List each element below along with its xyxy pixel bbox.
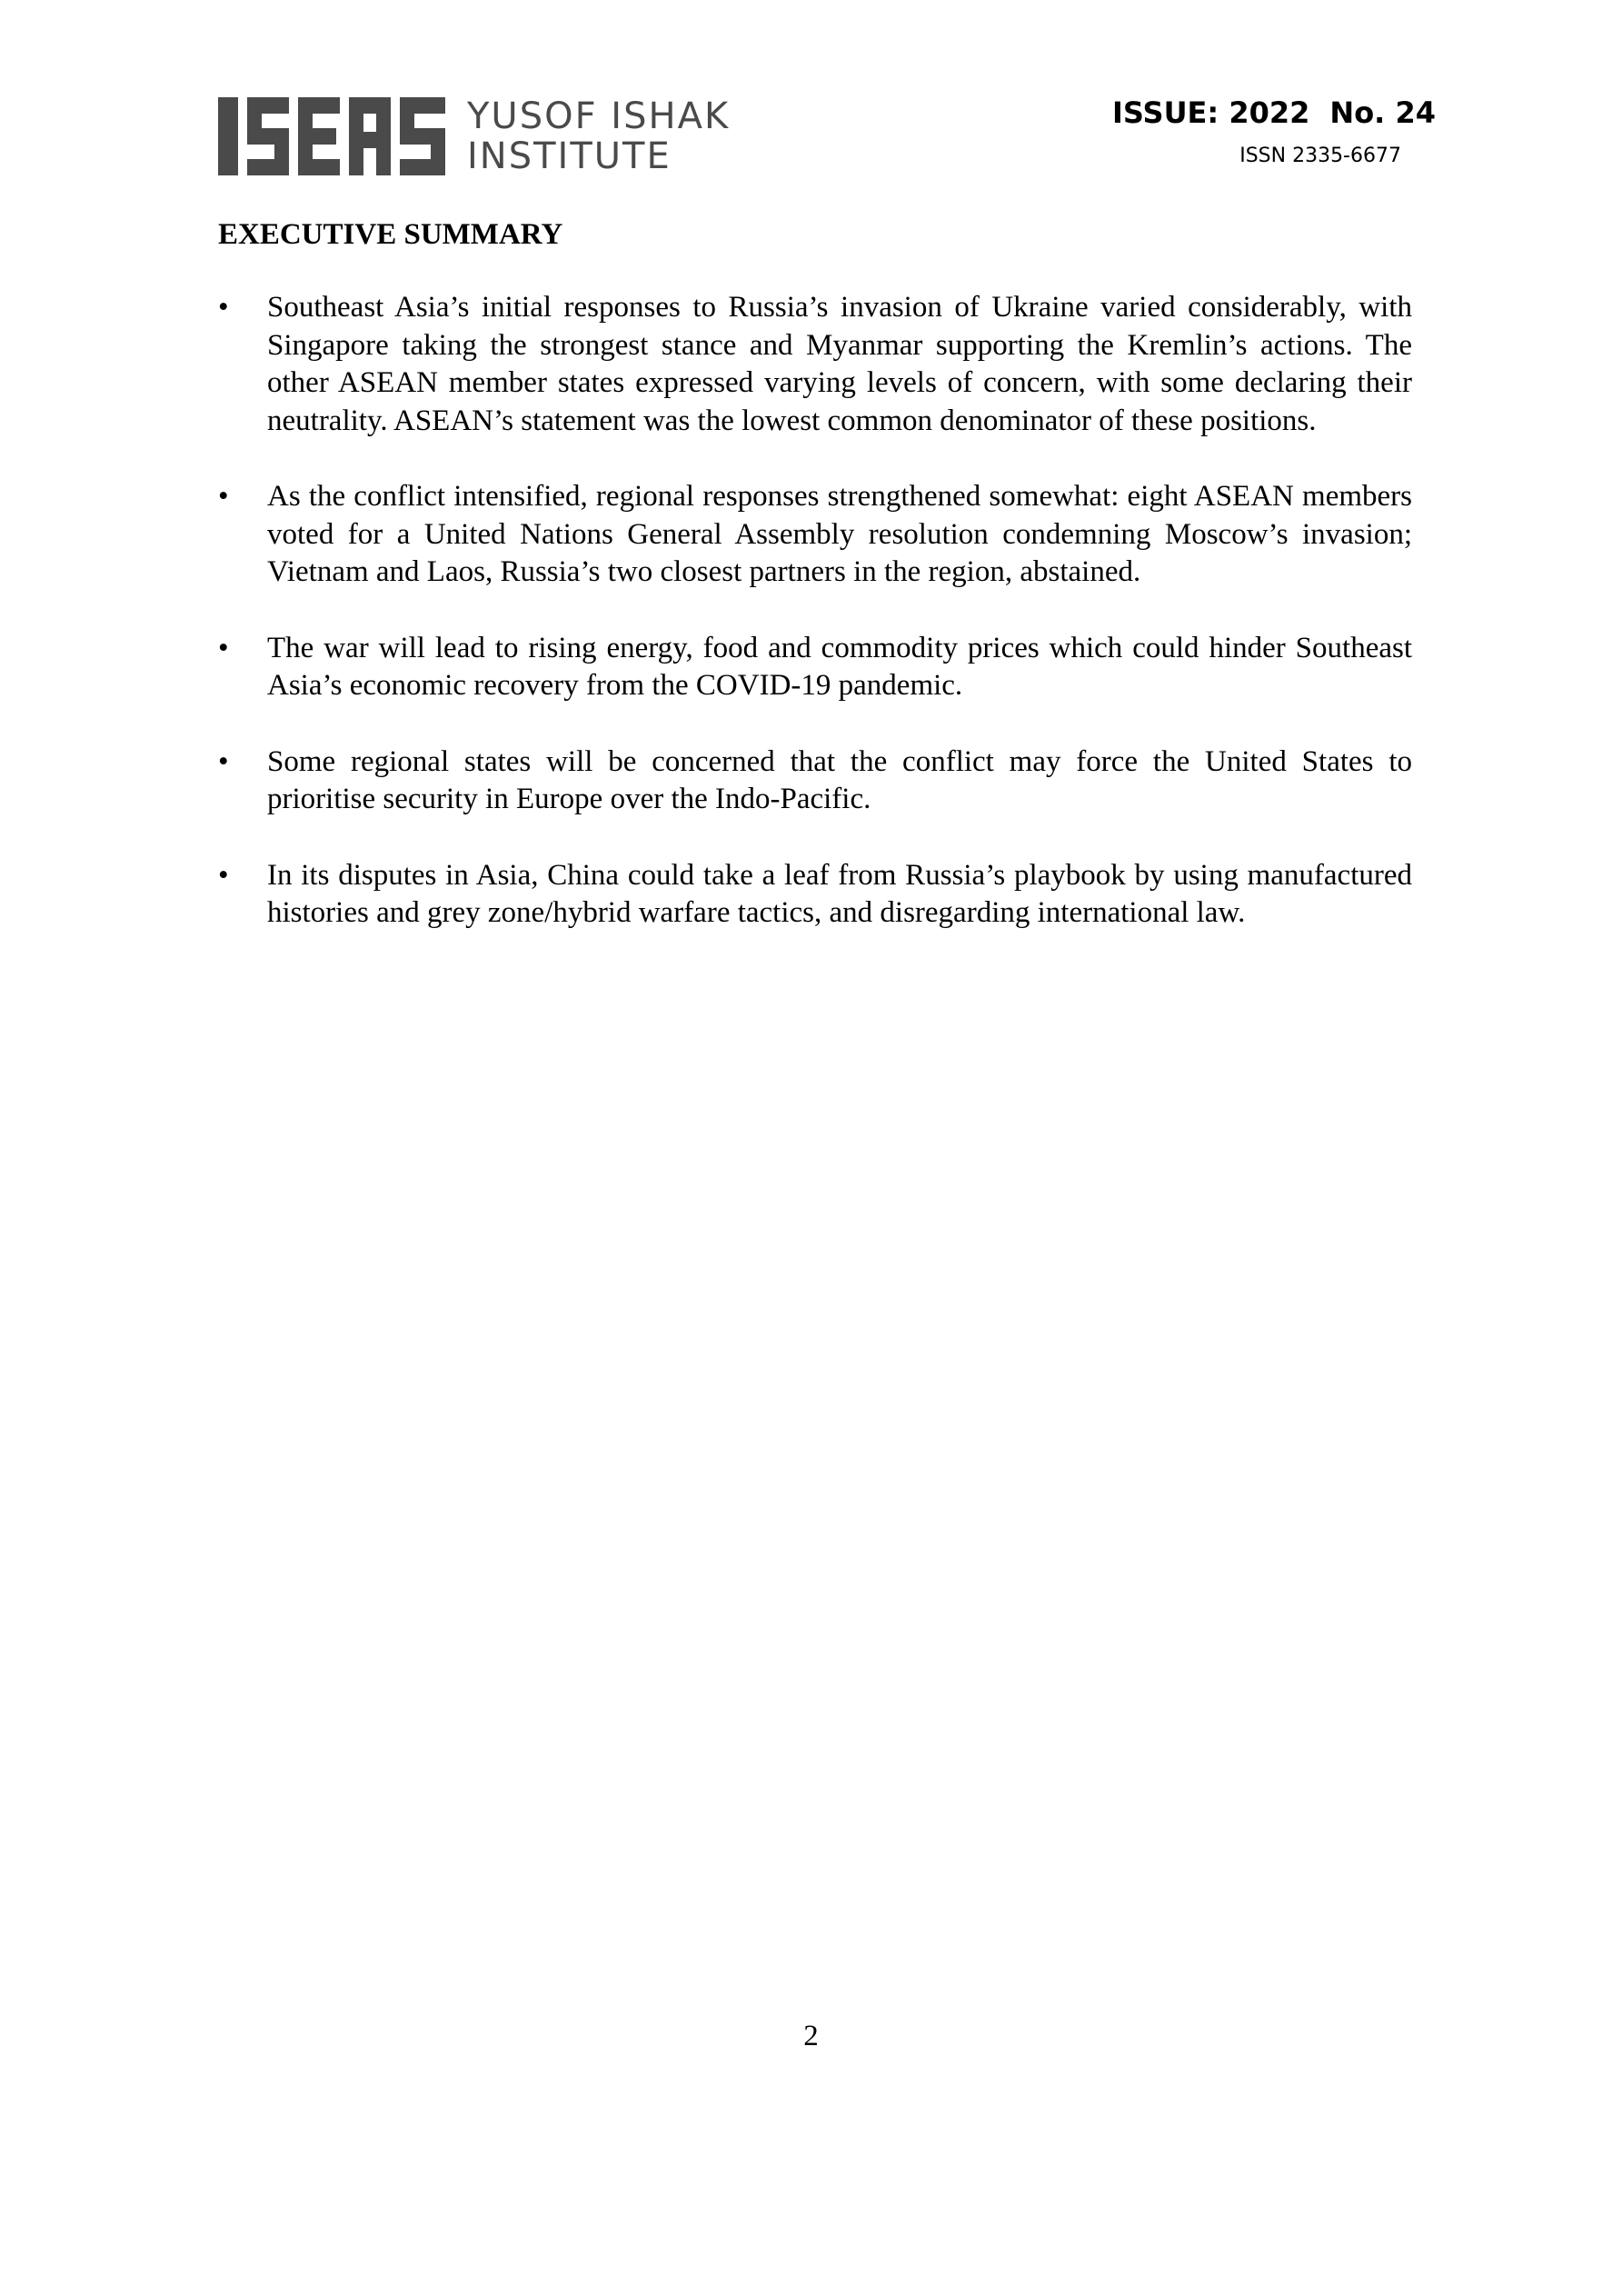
- logo-institute-name: [467, 96, 730, 176]
- summary-bullet-text: Some regional states will be concerned that the conflict may force the United States to prioritise security in Europe over the Indo-Pacific.: [267, 744, 1412, 815]
- summary-bullet-item: [218, 744, 1412, 819]
- summary-bullet-list: [218, 289, 1412, 971]
- logo-line-2: INSTITUTE: [467, 135, 672, 177]
- summary-bullet-item: [218, 478, 1412, 592]
- issue-info: [1112, 93, 1436, 171]
- summary-bullet-text: The war will lead to rising energy, food and commodity prices which could hinder Southeast Asia’s economic recovery from the COVID-19 pandemic.: [267, 631, 1412, 702]
- iseas-logo: [218, 96, 730, 176]
- issue-line: [1112, 93, 1436, 133]
- summary-bullet-text: As the conflict intensified, regional responses strengthened somewhat: eight ASEAN members voted for a United Nations General Assembly resolution condemning Moscow’s invasion; Vietnam and Laos, Russia’s two closest partners in the region, abstained.: [267, 480, 1412, 588]
- summary-bullet-item: [218, 289, 1412, 440]
- bullet-dot: •: [218, 480, 229, 513]
- bullet-dot: •: [218, 631, 229, 664]
- executive-summary-heading: EXECUTIVE SUMMARY: [218, 218, 563, 251]
- page-number: 2: [803, 2020, 819, 2052]
- iseas-wordmark-logo: [218, 97, 445, 175]
- issn-number: ISSN 2335-6677: [1239, 145, 1401, 167]
- summary-bullet-text: In its disputes in Asia, China could take a leaf from Russia’s playbook by using manufactured histories and grey zone/hybrid warfare tactics, and disregarding international law.: [267, 858, 1412, 929]
- summary-bullet-item: [218, 630, 1412, 705]
- issue-label: ISSUE: 2022: [1112, 95, 1310, 130]
- bullet-dot: •: [218, 858, 229, 892]
- page-header: [218, 91, 1436, 191]
- bullet-dot: •: [218, 744, 229, 778]
- issue-number: No. 24: [1329, 95, 1436, 130]
- summary-bullet-item: [218, 857, 1412, 933]
- bullet-dot: •: [218, 291, 229, 324]
- summary-bullet-text: Southeast Asia’s initial responses to Russia’s invasion of Ukraine varied considerably, with Singapore taking the strongest stance and Myanmar supporting the Kremlin’s actions. The other ASEAN member states expressed varying levels of concern, with some declaring their neutrality. ASEAN’s statement was the lowest common denominator of these positions.: [267, 291, 1412, 437]
- logo-line-1: YUSOF ISHAK: [467, 95, 731, 137]
